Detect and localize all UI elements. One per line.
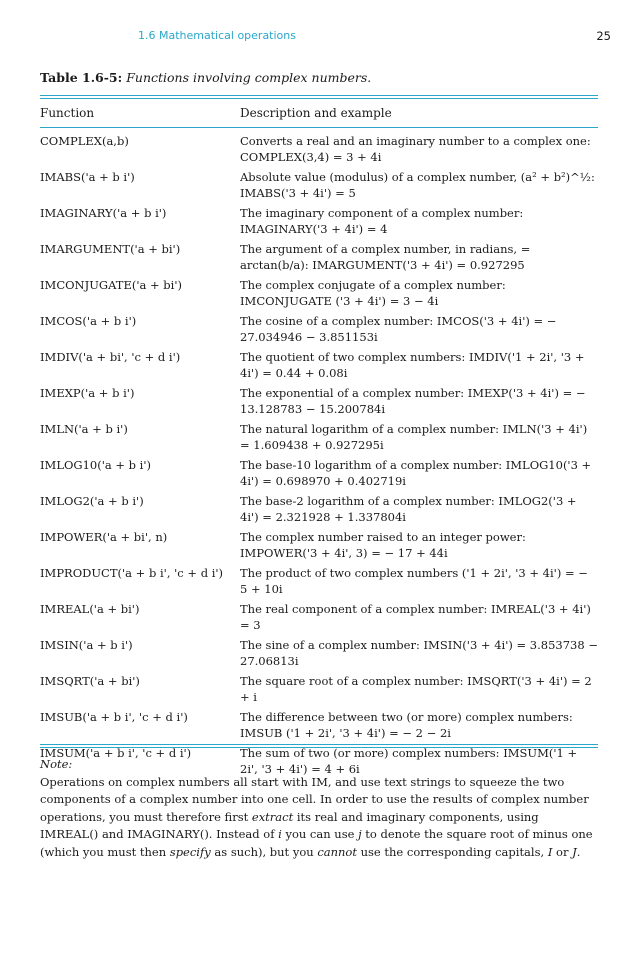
function-name: IMLOG10('a + b i') [40, 458, 151, 472]
table-note [40, 756, 600, 861]
table-label: Table 1.6-5: [40, 70, 123, 85]
running-header [0, 29, 638, 45]
function-description: The natural logarithm of a complex number: IMLN('3 + 4i') = 1.609438 + 0.927295i [240, 422, 588, 453]
function-description: The base-10 logarithm of a complex number: IMLOG10('3 + 4i') = 0.698970 + 0.402719i [240, 458, 592, 489]
table-row [40, 421, 598, 453]
function-name: IMLN('a + b i') [40, 422, 128, 436]
table-row [40, 349, 598, 381]
table-row [40, 565, 598, 597]
function-description: The real component of a complex number: IMREAL('3 + 4i') = 3 [240, 602, 591, 633]
table-row [40, 601, 598, 633]
table-bottom-rule-2 [40, 747, 598, 748]
function-name: IMDIV('a + bi', 'c + d i') [40, 350, 181, 364]
function-description: The difference between two (or more) complex numbers: IMSUB ('1 + 2i', '3 + 4i') = − 2 − 2i [240, 710, 573, 741]
table-bottom-rule [40, 744, 598, 745]
function-description: Converts a real and an imaginary number to a complex one: COMPLEX(3,4) = 3 + 4i [240, 134, 591, 165]
function-name: IMCONJUGATE('a + bi') [40, 278, 182, 292]
table-row [40, 313, 598, 345]
function-name: IMSIN('a + b i') [40, 638, 133, 652]
function-name: IMABS('a + b i') [40, 170, 135, 184]
function-description: The argument of a complex number, in radians, = arctan(b/a): IMARGUMENT('3 + 4i') = 0.927295 [240, 242, 531, 273]
table-row [40, 637, 598, 669]
table-row [40, 133, 598, 165]
function-name: IMEXP('a + b i') [40, 386, 135, 400]
function-name: IMSUB('a + b i', 'c + d i') [40, 710, 188, 724]
function-name: IMLOG2('a + b i') [40, 494, 144, 508]
table-caption [40, 70, 600, 86]
function-description: The sine of a complex number: IMSIN('3 + 4i') = 3.853738 − 27.06813i [240, 638, 598, 669]
functions-table [40, 133, 598, 781]
function-name: IMREAL('a + bi') [40, 602, 140, 616]
function-name: IMPRODUCT('a + b i', 'c + d i') [40, 566, 224, 580]
function-description: The exponential of a complex number: IMEXP('3 + 4i') = − 13.128783 − 15.200784i [240, 386, 586, 417]
table-header [40, 106, 598, 122]
table-row [40, 493, 598, 525]
table-row [40, 169, 598, 201]
column-header-description: Description and example [240, 106, 392, 120]
function-description: The complex number raised to an integer power: IMPOWER('3 + 4i', 3) = − 17 + 44i [240, 530, 526, 561]
page-number: 25 [596, 29, 611, 43]
table-row [40, 673, 598, 705]
function-description: The base-2 logarithm of a complex number: IMLOG2('3 + 4i') = 2.321928 + 1.337804i [240, 494, 577, 525]
table-row [40, 205, 598, 237]
function-name: IMPOWER('a + bi', n) [40, 530, 168, 544]
function-name: IMSQRT('a + bi') [40, 674, 140, 688]
section-title: 1.6 Mathematical operations [138, 29, 296, 42]
function-name: COMPLEX(a,b) [40, 134, 129, 148]
function-name: IMARGUMENT('a + bi') [40, 242, 181, 256]
function-description: The square root of a complex number: IMSQRT('3 + 4i') = 2 + i [240, 674, 592, 705]
function-description: The cosine of a complex number: IMCOS('3 + 4i') = − 27.034946 − 3.851153i [240, 314, 557, 345]
function-description: The product of two complex numbers ('1 + 2i', '3 + 4i') = − 5 + 10i [240, 566, 588, 597]
note-title: Note: [40, 757, 73, 771]
function-name: IMAGINARY('a + b i') [40, 206, 167, 220]
function-description: The quotient of two complex numbers: IMDIV('1 + 2i', '3 + 4i') = 0.44 + 0.08i [240, 350, 585, 381]
table-top-rule [40, 95, 598, 96]
function-description: The complex conjugate of a complex number: IMCONJUGATE ('3 + 4i') = 3 − 4i [240, 278, 506, 309]
table-row [40, 241, 598, 273]
column-header-function: Function [40, 106, 95, 120]
table-row [40, 277, 598, 309]
function-description: Absolute value (modulus) of a complex number, (a² + b²)^½: IMABS('3 + 4i') = 5 [240, 170, 595, 201]
table-top-rule-2 [40, 98, 598, 99]
note-text: Operations on complex numbers all start with IM, and use text strings to squeeze the two components of a complex number into one cell. In order to use the results of complex number operations, you must therefore first extract its real and imaginary components, using IMREAL() and IMAGINARY(). Instead of i you can use j to denote the square root of minus one (which you must then specify as such), but you cannot use the corresponding capitals, I or J. [40, 774, 593, 859]
table-row [40, 529, 598, 561]
function-name: IMCOS('a + b i') [40, 314, 137, 328]
function-description: The sum of two (or more) complex numbers: IMSUM('1 + 2i', '3 + 4i') = 4 + 6i [240, 746, 578, 777]
function-description: The imaginary component of a complex number: IMAGINARY('3 + 4i') = 4 [240, 206, 524, 237]
table-title: Functions involving complex numbers. [126, 70, 372, 85]
table-header-rule [40, 127, 598, 128]
table-row [40, 709, 598, 741]
function-name: IMSUM('a + b i', 'c + d i') [40, 746, 192, 760]
table-row [40, 385, 598, 417]
table-row [40, 457, 598, 489]
